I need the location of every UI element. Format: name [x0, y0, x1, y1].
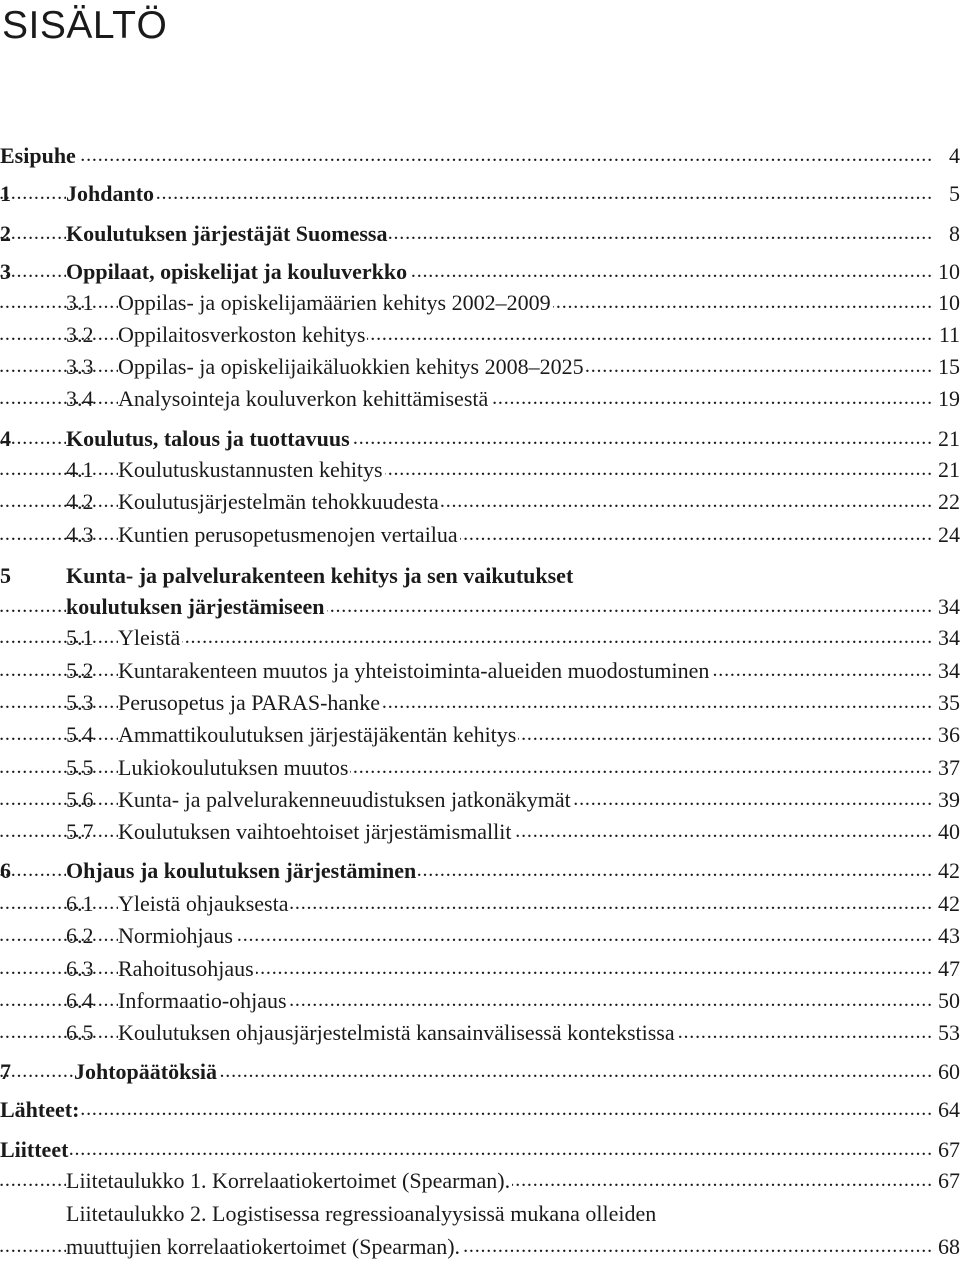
toc-entry-title: koulutuksen järjestämiseen — [66, 594, 325, 619]
toc-entry-section-6-5[interactable] — [0, 1019, 960, 1047]
toc-entry-section-3-4[interactable] — [0, 385, 960, 413]
toc-entry-chapter-7[interactable] — [0, 1058, 960, 1086]
toc-page-number: 10 — [938, 290, 960, 315]
toc-entry-title: Koulutusjärjestelmän tehokkuudesta — [118, 489, 439, 514]
toc-page-number: 36 — [938, 722, 960, 747]
toc-page-number: 35 — [938, 690, 960, 715]
toc-page-number: 67 — [938, 1168, 960, 1193]
toc-entry-title: Normiohjaus — [118, 923, 233, 948]
toc-page-number: 15 — [938, 354, 960, 379]
toc-entry-title: Lukiokoulutuksen muutos — [118, 755, 349, 780]
toc-leader-dots — [0, 1136, 960, 1164]
toc-entry-title: Esipuhe — [0, 143, 76, 168]
toc-entry-chapter-1[interactable] — [0, 180, 960, 208]
toc-entry-section-5-6[interactable] — [0, 786, 960, 814]
toc-entry-number: 3.2 — [66, 322, 94, 347]
toc-entry-title: Kuntarakenteen muutos ja yhteistoiminta-alueiden muodostuminen — [118, 658, 710, 683]
toc-entry-appendix-table-1[interactable] — [0, 1167, 960, 1195]
toc-page-number: 37 — [938, 755, 960, 780]
toc-entry-title: Koulutuskustannusten kehitys — [118, 457, 383, 482]
toc-page-number: 64 — [938, 1097, 960, 1122]
toc-page-number: 42 — [938, 891, 960, 916]
toc-entry-title: Ohjaus ja koulutuksen järjestäminen — [66, 858, 417, 883]
toc-entry-section-3-3[interactable] — [0, 353, 960, 381]
toc-entry-number: 5.2 — [66, 658, 94, 683]
toc-page-number: 4 — [949, 143, 960, 168]
toc-page-number: 11 — [938, 322, 960, 347]
toc-page-number: 21 — [938, 426, 960, 451]
toc-entry-number: 3 — [0, 259, 11, 284]
toc-entry-title: Oppilaat, opiskelijat ja kouluverkko — [66, 259, 408, 284]
toc-entry-number: 7 — [0, 1059, 11, 1084]
toc-page-number: 8 — [949, 221, 960, 246]
toc-entry-section-5-2[interactable] — [0, 657, 960, 685]
toc-entry-number: 1 — [0, 181, 11, 206]
toc-entry-title: Rahoitusohjaus — [118, 956, 254, 981]
toc-entry-section-5-5[interactable] — [0, 754, 960, 782]
toc-entry-number: 5.1 — [66, 625, 94, 650]
toc-entry-chapter-5[interactable] — [0, 562, 960, 590]
toc-page-number: 60 — [938, 1059, 960, 1084]
toc-entry-number: 6.2 — [66, 923, 94, 948]
toc-page-number: 34 — [938, 594, 960, 619]
toc-entry-number: 5 — [0, 563, 11, 588]
toc-entry-title: Yleistä ohjauksesta — [118, 891, 289, 916]
toc-entry-section-6-2[interactable] — [0, 922, 960, 950]
toc-page-number: 34 — [938, 625, 960, 650]
toc-entry-title: Johtopäätöksiä — [74, 1059, 218, 1084]
toc-entry-number: 6 — [0, 858, 11, 883]
toc-entry-title: Kunta- ja palvelurakenneuudistuksen jatkonäkymät — [118, 787, 571, 812]
toc-entry-number: 2 — [0, 221, 11, 246]
toc-entry-section-5-7[interactable] — [0, 818, 960, 846]
toc-entry-number: 3.4 — [66, 386, 94, 411]
toc-page-number: 47 — [938, 956, 960, 981]
toc-entry-number: 5.5 — [66, 755, 94, 780]
toc-entry-number: 5.4 — [66, 722, 94, 747]
toc-page-number: 39 — [938, 787, 960, 812]
toc-entry-title: Informaatio-ohjaus — [118, 988, 287, 1013]
toc-entry-title: Koulutuksen vaihtoehtoiset järjestämismallit — [118, 819, 512, 844]
toc-entry-title: Analysointeja kouluverkon kehittämisestä — [118, 386, 489, 411]
toc-entry-number: 4.3 — [66, 522, 94, 547]
toc-page-number: 53 — [938, 1020, 960, 1045]
toc-entry-section-4-3[interactable] — [0, 521, 960, 549]
toc-page-number: 22 — [938, 489, 960, 514]
toc-entry-title: Liitetaulukko 2. Logistisessa regressioanalyysissä mukana olleiden — [66, 1201, 657, 1226]
toc-leader-dots — [0, 1096, 960, 1124]
toc-entry-number: 5.6 — [66, 787, 94, 812]
toc-page-number: 43 — [938, 923, 960, 948]
toc-page-number: 5 — [949, 181, 960, 206]
toc-entry-section-4-1[interactable] — [0, 456, 960, 484]
toc-entry-section-6-3[interactable] — [0, 955, 960, 983]
toc-entry-chapter-2[interactable] — [0, 220, 960, 248]
toc-page-number: 34 — [938, 658, 960, 683]
toc-entry-section-5-4[interactable] — [0, 721, 960, 749]
toc-page-number: 24 — [938, 522, 960, 547]
toc-entry-section-4-2[interactable] — [0, 488, 960, 516]
toc-entry-number: 4 — [0, 426, 11, 451]
toc-entry-appendix-table-2[interactable] — [0, 1200, 960, 1228]
toc-entry-number: 6.5 — [66, 1020, 94, 1045]
toc-entry-title: Liitteet — [0, 1137, 69, 1162]
toc-entry-title: Yleistä — [118, 625, 181, 650]
toc-entry-section-6-1[interactable] — [0, 890, 960, 918]
toc-page-number: 68 — [938, 1234, 960, 1259]
toc-entry-number: 4.1 — [66, 457, 94, 482]
toc-entry-chapter-6[interactable] — [0, 857, 960, 885]
toc-entry-number: 3.1 — [66, 290, 94, 315]
toc-entry-number: 5.3 — [66, 690, 94, 715]
toc-entry-title: Oppilaitosverkoston kehitys — [118, 322, 366, 347]
toc-entry-section-3-1[interactable] — [0, 289, 960, 317]
toc-page-number: 42 — [938, 858, 960, 883]
toc-page-number: 21 — [938, 457, 960, 482]
toc-entry-number: 4.2 — [66, 489, 94, 514]
toc-page-number: 67 — [938, 1137, 960, 1162]
toc-entry-title: Kunta- ja palvelurakenteen kehitys ja sen vaikutukset — [66, 563, 574, 588]
toc-entry-number: 6.3 — [66, 956, 94, 981]
page-title: SISÄLTÖ — [2, 4, 168, 47]
toc-entry-section-6-4[interactable] — [0, 987, 960, 1015]
toc-entry-chapter-3[interactable] — [0, 258, 960, 286]
toc-entry-chapter-5-continued[interactable] — [0, 593, 960, 621]
toc-entry-title: Lähteet: — [0, 1097, 80, 1122]
toc-page-number: 40 — [938, 819, 960, 844]
toc-entry-title: Oppilas- ja opiskelijamäärien kehitys 2002–2009 — [118, 290, 551, 315]
toc-entry-section-3-2[interactable] — [0, 321, 960, 349]
toc-page-number: 19 — [938, 386, 960, 411]
toc-entry-number: 6.1 — [66, 891, 94, 916]
toc-entry-section-5-3[interactable] — [0, 689, 960, 717]
toc-entry-title: Koulutuksen järjestäjät Suomessa — [66, 221, 388, 246]
toc-entry-title: Kuntien perusopetusmenojen vertailua — [118, 522, 458, 547]
toc-entry-lahteet[interactable] — [0, 1096, 960, 1124]
toc-entry-title: muuttujien korrelaatiokertoimet (Spearman). — [66, 1234, 461, 1259]
toc-entry-number: 5.7 — [66, 819, 94, 844]
toc-entry-esipuhe[interactable] — [0, 142, 960, 170]
toc-leader-dots — [0, 142, 960, 170]
toc-entry-liitteet[interactable] — [0, 1136, 960, 1164]
toc-entry-title: Johdanto — [66, 181, 155, 206]
toc-entry-appendix-table-2-continued[interactable] — [0, 1233, 960, 1261]
toc-entry-title: Oppilas- ja opiskelijaikäluokkien kehitys 2008–2025 — [118, 354, 584, 379]
toc-entry-number: 3.3 — [66, 354, 94, 379]
toc-entry-number: 6.4 — [66, 988, 94, 1013]
toc-entry-title: Liitetaulukko 1. Korrelaatiokertoimet (Spearman). — [66, 1168, 511, 1193]
toc-entry-title: Koulutuksen ohjausjärjestelmistä kansainvälisessä kontekstissa — [118, 1020, 675, 1045]
toc-entry-title: Ammattikoulutuksen järjestäjäkentän kehitys — [118, 722, 517, 747]
toc-entry-chapter-4[interactable] — [0, 425, 960, 453]
toc-page-number: 50 — [938, 988, 960, 1013]
toc-entry-title: Koulutus, talous ja tuottavuus — [66, 426, 350, 451]
toc-page-number: 10 — [938, 259, 960, 284]
toc-entry-section-5-1[interactable] — [0, 624, 960, 652]
toc-entry-title: Perusopetus ja PARAS-hanke — [118, 690, 380, 715]
